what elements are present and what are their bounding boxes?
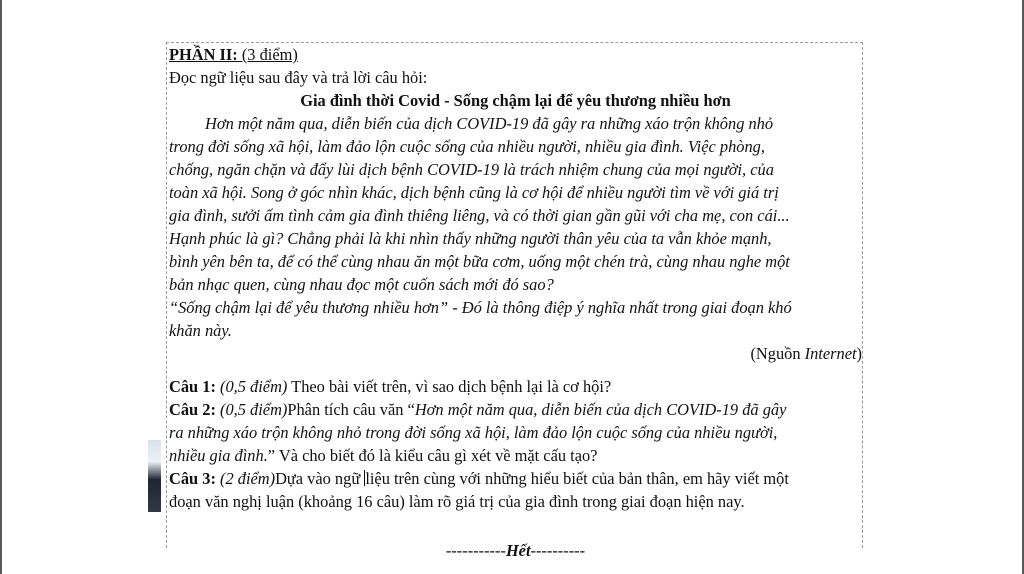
part-heading: PHẦN II:	[169, 45, 238, 64]
passage-line: Hơn một năm qua, diễn biến của dịch COVID-19 đã gây ra những xáo trộn không nhỏ	[205, 114, 774, 133]
question-2-line-3	[169, 444, 862, 467]
question-1	[169, 375, 862, 398]
question-2-label: Câu 2:	[169, 400, 216, 419]
source-name: Internet	[804, 344, 857, 363]
question-1-points: (0,5 điểm)	[215, 377, 288, 396]
question-3-line-1	[169, 467, 862, 490]
question-2-quote: Hơn một năm qua, diễn biến của dịch COVID-19 đã gây	[414, 400, 787, 419]
passage-line: Hạnh phúc là gì? Chẳng phải là khi nhìn thấy những người thân yêu của ta vẫn khỏe mạnh,	[169, 229, 772, 248]
question-2-line-1	[169, 398, 862, 421]
question-1-label: Câu 1:	[169, 377, 216, 396]
passage-line: gia đình, sưởi ấm tình cảm gia đình thiêng liêng, và có thời gian gần gũi với cha mẹ, con cái...	[169, 206, 790, 225]
question-2-line-2: ra những xáo trộn không nhỏ trong đời sống xã hội, làm đảo lộn cuộc sống của nhiều người,	[169, 423, 778, 442]
spacer	[169, 365, 862, 375]
passage-line: bình yên bên ta, để có thể cùng nhau ăn một bữa cơm, uống một chén trà, cùng nhau nghe một	[169, 252, 790, 271]
document-page	[166, 42, 863, 560]
passage-line: trong đời sống xã hội, làm đảo lộn cuộc sống của nhiều người, nhiều gia đình. Việc phòng,	[169, 137, 765, 156]
question-1-text: Theo bài viết trên, vì sao dịch bệnh lại là cơ hội?	[287, 377, 612, 396]
question-3-line-2: đoạn văn nghị luận (khoảng 16 câu) làm rõ giá trị của gia đình trong giai đoạn hiện nay.	[169, 492, 745, 511]
question-2-points: (0,5 điểm)	[215, 400, 288, 419]
scrollbar-thumb[interactable]	[148, 440, 161, 512]
end-dashes-left: -----------	[445, 541, 506, 560]
question-3-points: (2 điểm)	[215, 469, 276, 488]
question-2-lead: Phân tích câu văn “	[287, 400, 415, 419]
question-3-label: Câu 3:	[169, 469, 216, 488]
source-prefix: (Nguồn	[750, 344, 805, 363]
passage-line: toàn xã hội. Song ở góc nhìn khác, dịch bệnh cũng là cơ hội để nhiều người tìm về với giá trị	[169, 183, 779, 202]
passage-line: “Sống chậm lại để yêu thương nhiều hơn” - Đó là thông điệp ý nghĩa nhất trong giai đoạn khó	[169, 298, 792, 317]
part-heading-line	[169, 43, 862, 66]
end-dashes-right: ----------	[530, 541, 586, 560]
question-2-quote-end: nhiều gia đình.	[169, 446, 268, 465]
passage-title: Gia đình thời Covid - Sống chậm lại để yêu thương nhiều hơn	[300, 91, 731, 110]
question-3-text-b: liệu trên cùng với những hiểu biết của bản thân, em hãy viết một	[365, 469, 789, 488]
end-marker	[169, 539, 862, 562]
question-3-text-a: Dựa vào ngữ	[275, 469, 365, 488]
source-suffix: )	[856, 344, 862, 363]
passage-line: chống, ngăn chặn và đẩy lùi dịch bệnh COVID-19 là trách nhiệm chung của mọi người, của	[169, 160, 774, 179]
question-2-tail: ” Và cho biết đó là kiểu câu gì xét về mặt cấu tạo?	[267, 446, 598, 465]
left-frame-border	[0, 0, 2, 574]
end-word: Hết	[505, 541, 531, 560]
passage-line: khăn này.	[169, 321, 232, 340]
source-citation	[169, 342, 862, 365]
instruction-text: Đọc ngữ liệu sau đây và trả lời câu hỏi:	[169, 68, 428, 87]
passage-line: bản nhạc quen, cùng nhau đọc một cuốn sách mới đó sao?	[169, 275, 554, 294]
part-points: (3 điểm)	[237, 45, 298, 64]
document-content	[169, 43, 862, 562]
